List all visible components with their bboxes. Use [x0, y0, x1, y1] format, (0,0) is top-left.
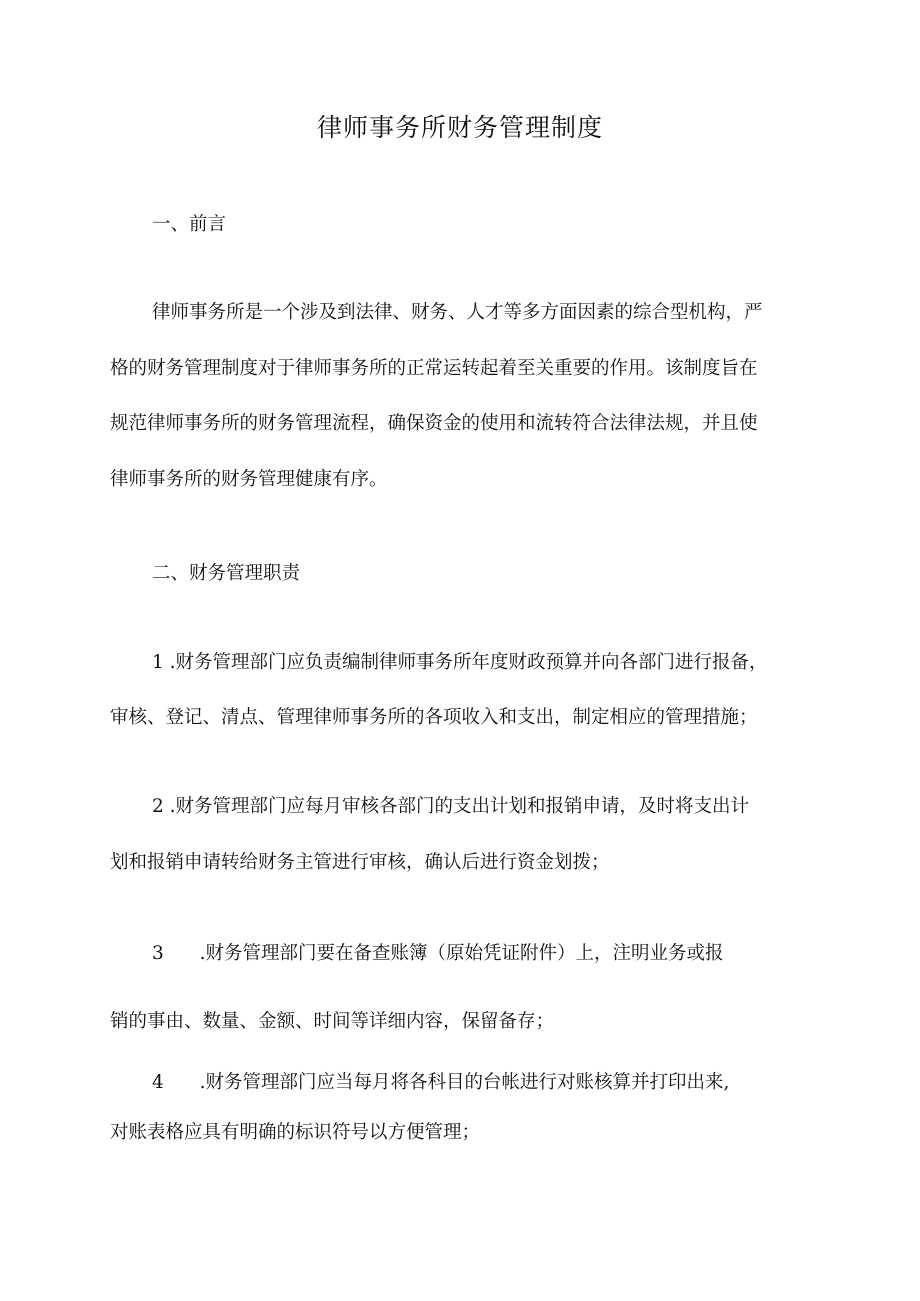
- list-item-text: .财务管理部门应每月审核各部门的支出计划和报销申请，及时将支出计: [169, 796, 750, 817]
- list-item-first-line: [152, 648, 768, 678]
- list-item-number: 4: [152, 1072, 164, 1093]
- list-item-text: .财务管理部门要在备查账簿（原始凭证附件）上，注明业务或报: [199, 943, 724, 964]
- list-item-continuation: 对账表格应具有明确的标识符号以方便管理；: [110, 1122, 481, 1143]
- list-item-continuation: 销的事由、数量、金额、时间等详细内容，保留备存；: [110, 1011, 555, 1032]
- list-item-number: 3: [152, 943, 164, 964]
- paragraph-line: 律师事务所的财务管理健康有序。: [110, 469, 388, 490]
- list-item-first-line: [152, 792, 749, 822]
- section-heading-preface: 一、前言: [152, 214, 227, 235]
- list-item-number: 2: [152, 796, 164, 817]
- paragraph-line: 格的财务管理制度对于律师事务所的正常运转起着至关重要的作用。该制度旨在: [110, 358, 758, 379]
- document-title: 律师事务所财务管理制度: [316, 113, 603, 142]
- paragraph-line: 规范律师事务所的财务管理流程，确保资金的使用和流转符合法律法规，并且使: [110, 413, 758, 434]
- list-item-continuation: 审核、登记、清点、管理律师事务所的各项收入和支出，制定相应的管理措施；: [110, 707, 758, 728]
- paragraph-line: 律师事务所是一个涉及到法律、财务、人才等多方面因素的综合型机构，严: [152, 302, 763, 323]
- list-item-first-line: [152, 1068, 729, 1098]
- list-item-text: .财务管理部门应当每月将各科目的台帐进行对账核算并打印出来,: [199, 1072, 730, 1093]
- list-item-text: .财务管理部门应负责编制律师事务所年度财政预算并向各部门进行报备，: [169, 652, 768, 673]
- list-item-number: 1: [152, 652, 164, 673]
- list-item-continuation: 划和报销申请转给财务主管进行审核，确认后进行资金划拨；: [110, 852, 610, 873]
- section-heading-responsibilities: 二、财务管理职责: [152, 563, 301, 584]
- list-item-first-line: [152, 939, 724, 969]
